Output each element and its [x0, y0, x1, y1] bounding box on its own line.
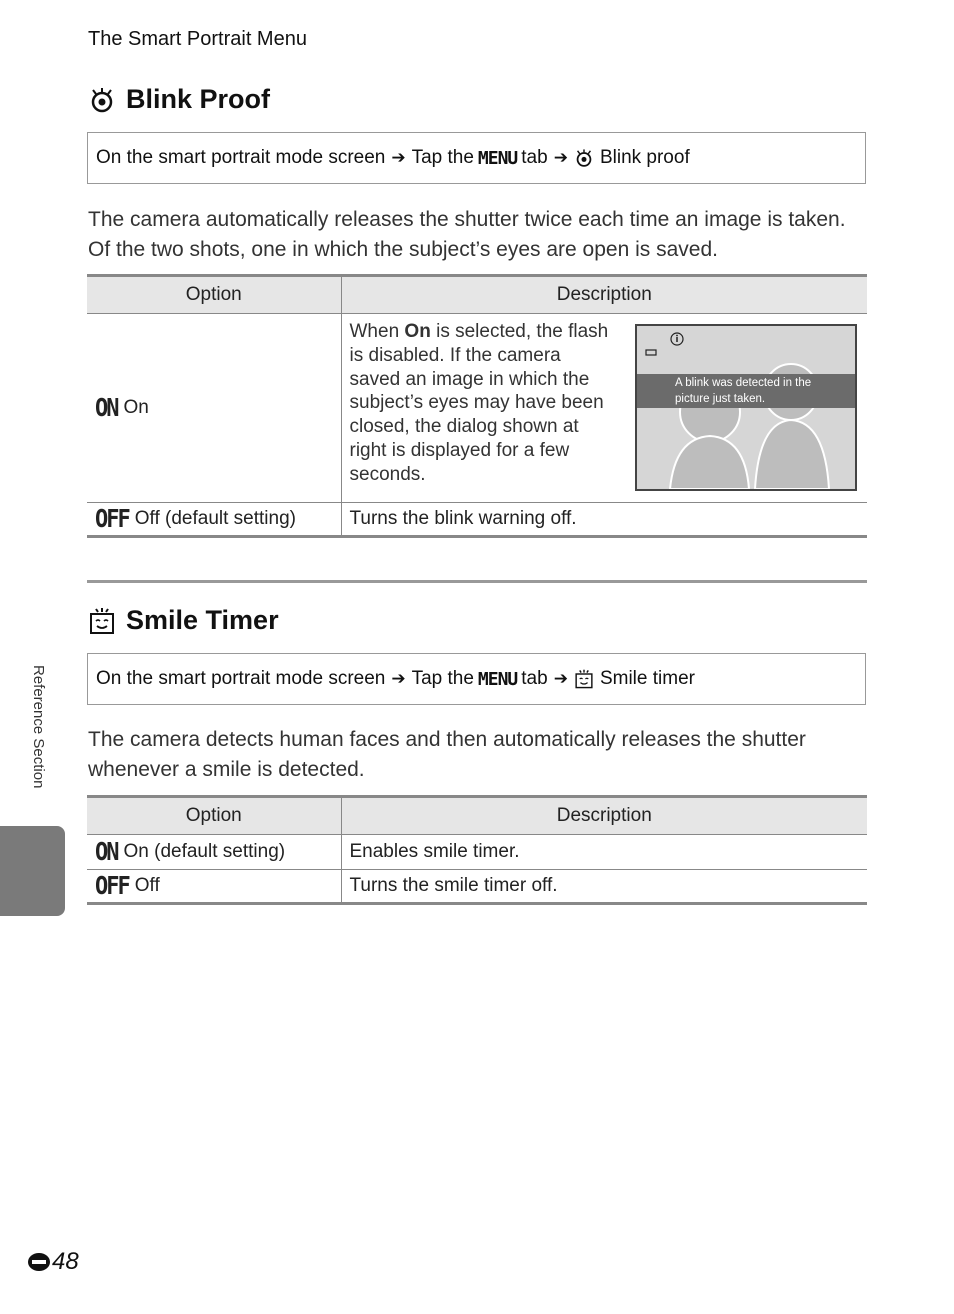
preview-illustration: [637, 326, 855, 489]
menu-icon: MENU: [477, 147, 518, 169]
reference-section-icon: [26, 1251, 52, 1273]
blink-proof-icon: [574, 148, 594, 168]
menu-icon: MENU: [477, 668, 518, 690]
smile-timer-intro: The camera detects human faces and then automatically releases the shutter whenever a smile is detected.: [88, 728, 806, 781]
arrow-right-icon: ➔: [391, 669, 406, 688]
option-label: On (default setting): [123, 841, 286, 862]
off-icon: OFF: [95, 504, 129, 534]
table-row: [87, 503, 867, 537]
blink-proof-intro: The camera automatically releases the shutter twice each time an image is taken. Of the two shots, one in which the subject’s eyes are open is saved.: [88, 208, 846, 261]
path-item: Blink proof: [599, 147, 690, 168]
option-description: When On is selected, the flash is disabled. If the camera saved an image in which the subject’s eyes may have been closed, the dialog shown at right is displayed for a few seconds.: [349, 321, 609, 485]
blink-proof-heading: [88, 84, 270, 115]
column-header-option: Option: [87, 797, 341, 835]
blink-proof-icon: [88, 86, 116, 114]
table-row: [87, 835, 867, 870]
arrow-right-icon: ➔: [553, 669, 568, 688]
on-icon: ON: [95, 393, 118, 423]
column-header-description: Description: [341, 797, 867, 835]
path-tap: Tap the: [411, 147, 474, 168]
option-label: Off: [134, 875, 160, 896]
path-tab: tab: [521, 668, 548, 689]
smile-timer-menu-path: [87, 653, 866, 705]
smile-timer-title: Smile Timer: [126, 605, 279, 635]
section-divider: [87, 580, 867, 583]
path-tap: Tap the: [411, 668, 474, 689]
page-number: 48: [26, 1248, 79, 1276]
option-description: Turns the blink warning off.: [341, 503, 867, 537]
blink-proof-menu-path: [87, 132, 866, 184]
option-description: Turns the smile timer off.: [341, 870, 867, 904]
section-tab: [0, 826, 65, 916]
arrow-right-icon: ➔: [553, 148, 568, 167]
smile-timer-icon: [574, 669, 594, 689]
arrow-right-icon: ➔: [391, 148, 406, 167]
path-prefix: On the smart portrait mode screen: [96, 668, 386, 689]
on-icon: ON: [95, 837, 118, 867]
option-label: On: [123, 397, 149, 418]
smile-timer-icon: [88, 607, 116, 635]
smile-timer-table: [87, 795, 867, 905]
blink-warning-message: A blink was detected in the picture just taken.: [675, 377, 812, 405]
column-header-description: Description: [341, 276, 867, 314]
section-tab-label: Reference Section: [30, 665, 47, 789]
column-header-option: Option: [87, 276, 341, 314]
table-row: [87, 870, 867, 904]
path-item: Smile timer: [599, 668, 695, 689]
path-tab: tab: [521, 147, 548, 168]
option-description: Enables smile timer.: [341, 835, 867, 870]
smile-timer-heading: [88, 605, 279, 636]
blink-warning-preview: [635, 324, 857, 491]
blink-proof-title: Blink Proof: [126, 84, 271, 114]
option-label: Off (default setting): [134, 508, 296, 529]
running-header: The Smart Portrait Menu: [88, 28, 307, 50]
off-icon: OFF: [95, 871, 129, 901]
path-prefix: On the smart portrait mode screen: [96, 147, 386, 168]
